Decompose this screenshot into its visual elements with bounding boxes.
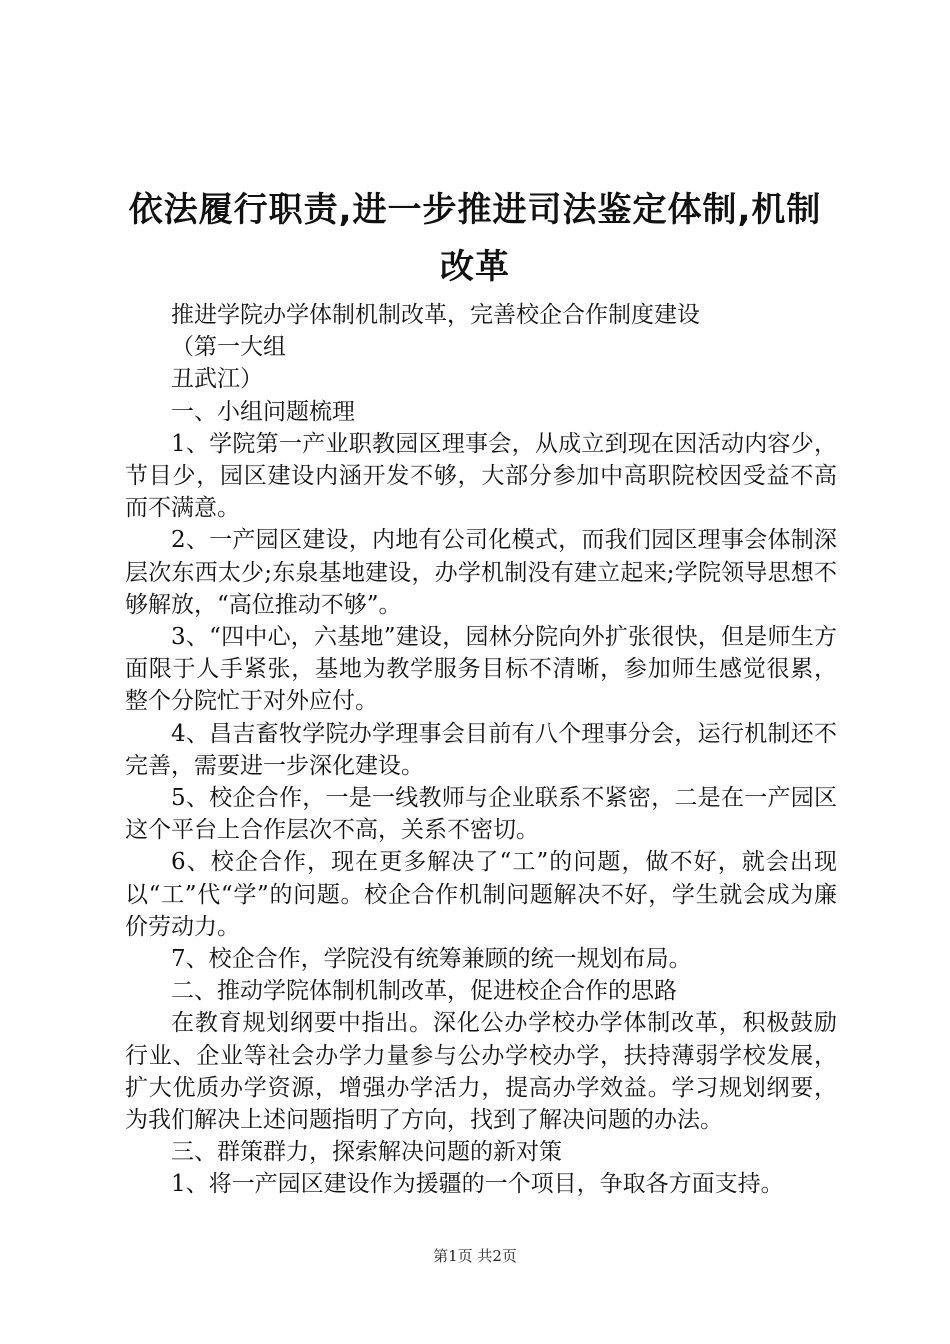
document-body	[125, 299, 837, 1201]
body-paragraph: 在教育规划纲要中指出。深化公办学校办学体制改革，积极鼓励行业、企业等社会办学力量参与公办学校办学，扶持薄弱学校发展，扩大优质办学资源，增强办学活力，提高办学效益。学习规划纲要，为我们解决上述问题指明了方向，找到了解决问题的办法。	[125, 1010, 837, 1134]
section-heading-1: 一、小组问题梳理	[171, 398, 355, 425]
page-footer: 第1页 共2页	[433, 1247, 517, 1265]
body-paragraph: 1、将一产园区建设作为援疆的一个项目，争取各方面支持。	[171, 1171, 784, 1198]
body-paragraph: 6、校企合作，现在更多解决了“工”的问题，做不好，就会出现以“工”代“学”的问题。校企合作机制问题解决不好，学生就会成为廉价劳动力。	[125, 849, 837, 940]
subtitle-paragraph: 推进学院办学体制机制改革，完善校企合作制度建设	[171, 302, 700, 328]
group-label-paragraph: （第一大组	[171, 334, 286, 361]
body-paragraph: 1、学院第一产业职教园区理事会，从成立到现在因活动内容少，节目少，园区建设内涵开发不够，大部分参加中高职院校因受益不高而不满意。	[125, 430, 837, 522]
body-paragraph: 7、校企合作，学院没有统筹兼顾的统一规划布局。	[171, 946, 692, 973]
section-heading-2: 二、推动学院体制机制改革，促进校企合作的思路	[171, 978, 677, 1005]
body-paragraph: 2、一产园区建设，内地有公司化模式，而我们园区理事会体制深层次东西太少;东泉基地建设，办学机制没有建立起来;学院领导思想不够解放，“高位推动不够”。	[125, 527, 837, 618]
section-heading-3: 三、群策群力，探索解决问题的新对策	[171, 1139, 562, 1166]
document-title-line-1: 依法履行职责,进一步推进司法鉴定体制,机制	[128, 190, 822, 230]
author-paragraph: 丑武江）	[171, 366, 263, 393]
document-title-line-2: 改革	[440, 247, 510, 287]
body-paragraph: 4、昌吉畜牧学院办学理事会目前有八个理事分会，运行机制还不完善，需要进一步深化建设。	[125, 720, 837, 779]
body-paragraph: 5、校企合作，一是一线教师与企业联系不紧密，二是在一产园区这个平台上合作层次不高，关系不密切。	[125, 785, 837, 844]
body-paragraph: 3、“四中心，六基地”建设，园林分院向外扩张很快，但是师生方面限于人手紧张，基地为教学服务目标不清晰，参加师生感觉很累，整个分院忙于对外应付。	[125, 624, 837, 715]
